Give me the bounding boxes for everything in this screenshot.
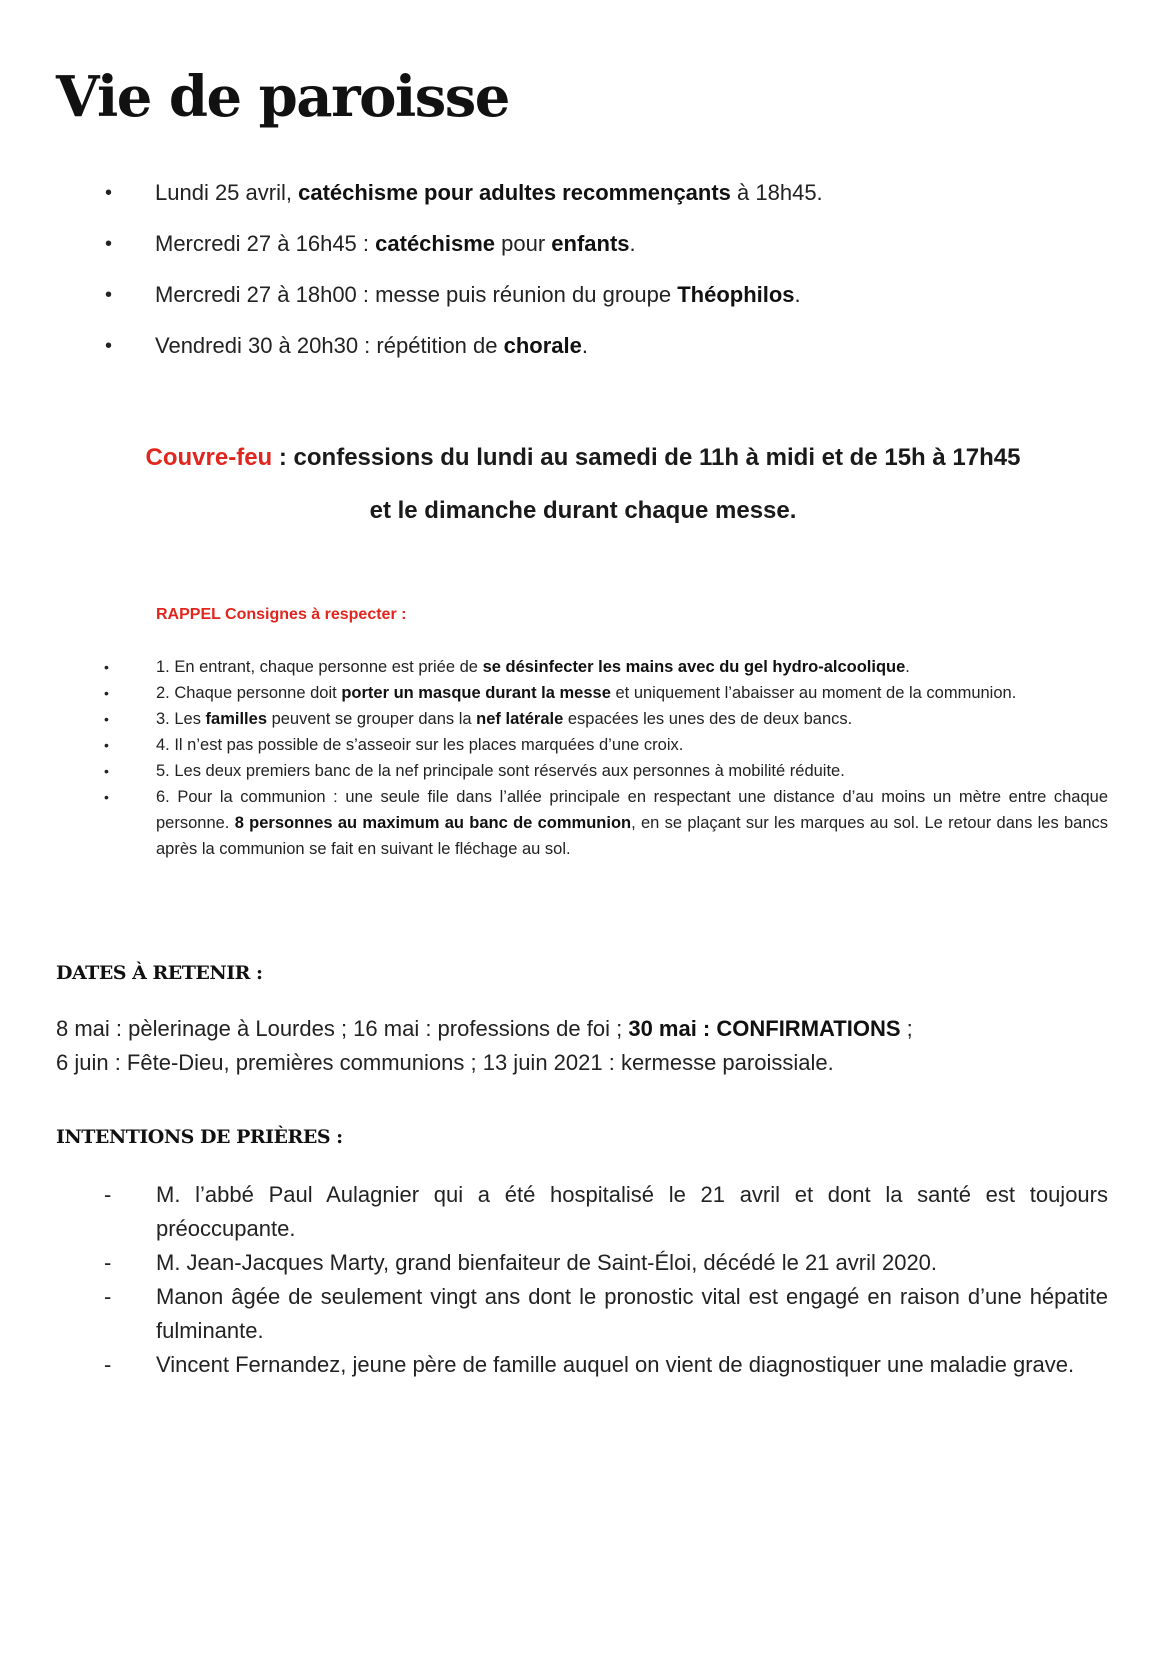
rule-item: • 2. Chaque personne doit porter un masque durant la messe et uniquement l’abaisser au moment de la communion. bbox=[104, 680, 1108, 706]
events-list bbox=[105, 178, 1085, 382]
event-item: • Mercredi 27 à 16h45 : catéchisme pour enfants. bbox=[105, 229, 1085, 280]
intentions-list bbox=[104, 1178, 1108, 1382]
event-item: • Lundi 25 avril, catéchisme pour adultes recommençants à 18h45. bbox=[105, 178, 1085, 229]
event-item: • Vendredi 30 à 20h30 : répétition de chorale. bbox=[105, 331, 1085, 382]
rules-list bbox=[104, 654, 1108, 862]
event-item: • Mercredi 27 à 18h00 : messe puis réunion du groupe Théophilos. bbox=[105, 280, 1085, 331]
intention-item: - M. Jean-Jacques Marty, grand bienfaiteur de Saint-Éloi, décédé le 21 avril 2020. bbox=[104, 1246, 1108, 1280]
couvre-feu-label: Couvre-feu bbox=[145, 444, 273, 471]
dates-title: DATES À RETENIR : bbox=[56, 962, 263, 984]
dates-line-2: 6 juin : Fête-Dieu, premières communions ; 13 juin 2021 : kermesse paroissiale. bbox=[56, 1050, 834, 1075]
couvre-feu-line-1: Couvre-feu : confessions du lundi au samedi de 11h à midi et de 15h à 17h45 bbox=[145, 444, 1021, 471]
couvre-feu-line-2: et le dimanche durant chaque messe. bbox=[369, 497, 797, 524]
rule-item: • 4. Il n’est pas possible de s’asseoir sur les places marquées d’une croix. bbox=[104, 732, 1108, 758]
intention-item: - Manon âgée de seulement vingt ans dont le pronostic vital est engagé en raison d’une hépatite fulminante. bbox=[104, 1280, 1108, 1348]
intentions-title: INTENTIONS DE PRIÈRES : bbox=[56, 1126, 343, 1148]
rule-item: • 5. Les deux premiers banc de la nef principale sont réservés aux personnes à mobilité réduite. bbox=[104, 758, 1108, 784]
rappel-title: RAPPEL Consignes à respecter : bbox=[156, 606, 407, 623]
dates-text bbox=[56, 1012, 1116, 1080]
intention-item: - Vincent Fernandez, jeune père de famille auquel on vient de diagnostiquer une maladie grave. bbox=[104, 1348, 1108, 1382]
rule-item: • 6. Pour la communion : une seule file dans l’allée principale en respectant une distance d’au moins un mètre entre chaque personne. 8 personnes au maximum au banc de communion, en se plaçant sur les marques au sol. Le retour dans les bancs après la communion se fait en suivant le fléchage au sol. bbox=[104, 784, 1108, 862]
intention-item: - M. l’abbé Paul Aulagnier qui a été hospitalisé le 21 avril et dont la santé est toujours préoccupante. bbox=[104, 1178, 1108, 1246]
rule-item: • 3. Les familles peuvent se grouper dans la nef latérale espacées les unes des de deux bancs. bbox=[104, 706, 1108, 732]
page-title: Vie de paroisse bbox=[56, 64, 509, 130]
dates-line-1: 8 mai : pèlerinage à Lourdes ; 16 mai : professions de foi ; 30 mai : CONFIRMATIONS ; bbox=[56, 1016, 913, 1041]
rule-item: • 1. En entrant, chaque personne est priée de se désinfecter les mains avec du gel hydro-alcoolique. bbox=[104, 654, 1108, 680]
